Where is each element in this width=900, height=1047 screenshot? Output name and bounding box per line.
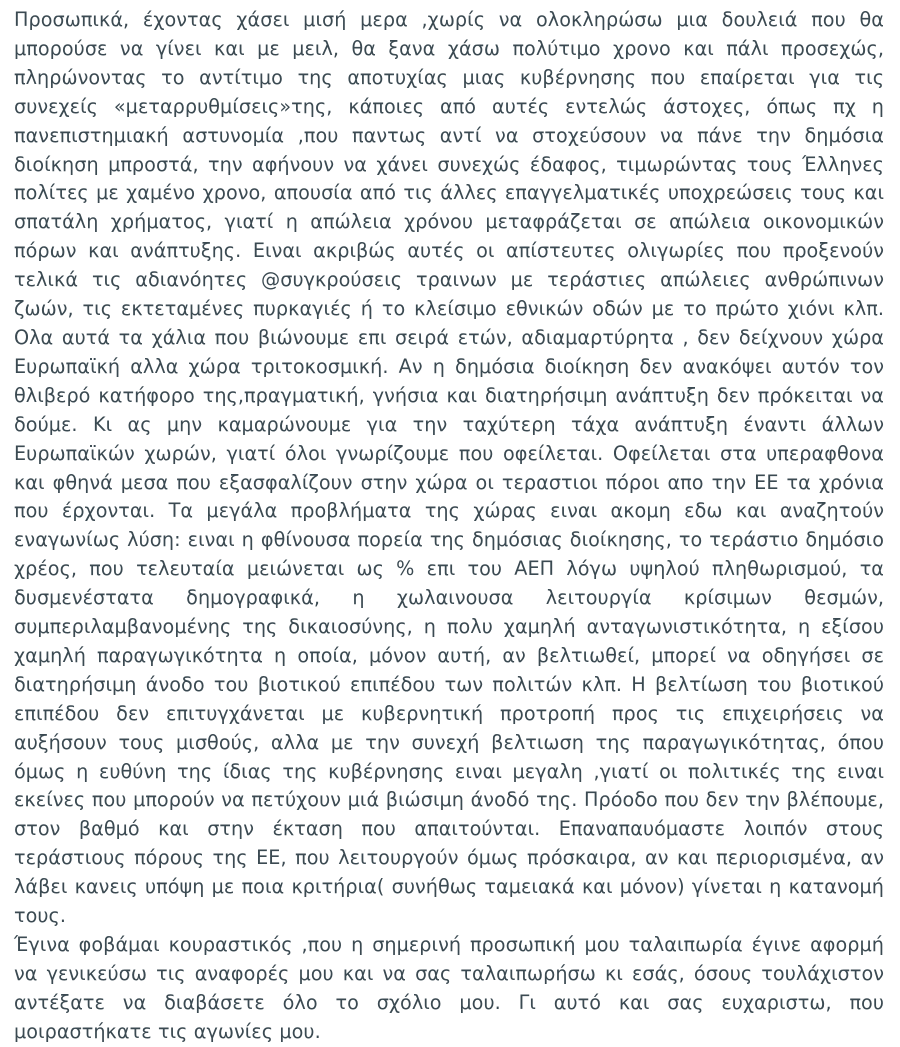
paragraph-1: Προσωπικά, έχοντας χάσει μισή μερα ,χωρίς να ολοκληρώσω μια δουλειά που θα μπορούσε να γίνει και με μειλ, θα ξανα χάσω πολύτιμο χρονο και πάλι προσεχώς, πληρώνοντας το αντίτιμο της αποτυχίας μιας κυβέρνησης που επαίρεται για τις συνεχείς «μεταρρυθμίσεις»της, κάποιες από αυτές εντελώς άστοχες, όπως πχ η πανεπιστημιακή αστυνομία ,που παντως αντί να στοχεύσουν να πάνε την δημόσια διοίκηση μπροστά, την αφήνουν να χάνει συνεχώς έδαφος, τιμωρώντας τους Έλληνες πολίτες με χαμένο χρονο, απουσία από τις άλλες επαγγελματικές υποχρεώσεις τους και σπατάλη χρήματος, γιατί η απώλεια χρόνου μεταφράζεται σε απώλεια οικονομικών πόρων και ανάπτυξης. Ειναι ακριβώς αυτές οι απίστευτες ολιγωρίες που προξενούν τελικά τις αδιανόητες @συγκρούσεις τραινων με τεράστιες απώλειες ανθρώπινων ζωών, τις εκτεταμένες πυρκαγιές ή το κλείσιμο εθνικών οδών με το πρώτο χιόνι κλπ. Ολα αυτά τα χάλια που βιώνουμε επι σειρά ετών, αδιαμαρτύρητα , δεν δείχνουν χώρα Ευρωπαϊκή αλλα χώρα τριτοκοσμική. Αν η δημόσια διοίκηση δεν ανακόψει αυτόν τον θλιβερό κατήφορο της,πραγματική, γνήσια και διατηρήσιμη ανάπτυξη δεν πρόκειται να δούμε. Κι ας μην καμαρώνουμε για την ταχύτερη τάχα ανάπτυξη έναντι άλλων Ευρωπαϊκών χωρών, γιατί όλοι γνωρίζουμε που οφείλεται. Οφείλεται στα υπεραφθονα και φθηνά μεσα που εξασφαλίζουν στην χώρα οι τεραστιοι πόροι απο την ΕΕ τα χρόνια που έρχονται. Τα μεγάλα προβλήματα της χώρας ειναι ακομη εδω και αναζητούν εναγωνίως λύση: ειναι η φθίνουσα πορεία της δημόσιας διοίκησης, το τεράστιο δημόσιο χρέος, που τελευταία μειώνεται ως % επι του ΑΕΠ λόγω υψηλού πληθωρισμού, τα δυσμενέστατα δημογραφικά, η χωλαινουσα λειτουργία κρίσιμων θεσμών, συμπεριλαμβανομένης της δικαιοσύνης, η πολυ χαμηλή ανταγωνιστικότητα, η εξίσου χαμηλή παραγωγικότητα η οποία, μόνον αυτή, αν βελτιωθεί, μπορεί να οδηγήσει σε διατηρήσιμη άνοδο του βιοτικού επιπέδου των πολιτών κλπ. Η βελτίωση του βιοτικού επιπέδου δεν επιτυγχάνεται με κυβερνητική προτροπή προς τις επιχειρήσεις να αυξήσουν τους μισθούς, αλλα με την συνεχή βελτιωση της παραγωγικότητας, όπου όμως η ευθύνη της ίδιας της κυβέρνησης ειναι μεγαλη ,γιατί οι πολιτικές της ειναι εκείνες που μπορούν να πετύχουν μιά βιώσιμη άνοδό της. Πρόοδο που δεν την βλέπουμε, στον βαθμό και στην έκταση που απαιτούνται. Επαναπαυόμαστε λοιπόν στους τεράστιους πόρους της ΕΕ, που λειτουργούν όμως πρόσκαιρα, αν και περιορισμένα, αν λάβει κανεις υπόψη με ποια κριτήρια( συνήθως ταμειακά και μόνον) γίνεται η κατανομή τους. (14, 8, 884, 928)
paragraph-2: Έγινα φοβάμαι κουραστικός ,που η σημερινή προσωπική μου ταλαιπωρία έγινε αφορμή να γενικεύσω τις αναφορές μου και να σας ταλαιπωρήσω κι εσάς, όσους τουλάχιστον αντέξατε να διαβάσετε όλο το σχόλιο μου. Γι αυτό και σας ευχαριστω, που μοιραστήκατε τις αγωνίες μου. (14, 933, 884, 1043)
document-text-body (14, 6, 884, 1047)
